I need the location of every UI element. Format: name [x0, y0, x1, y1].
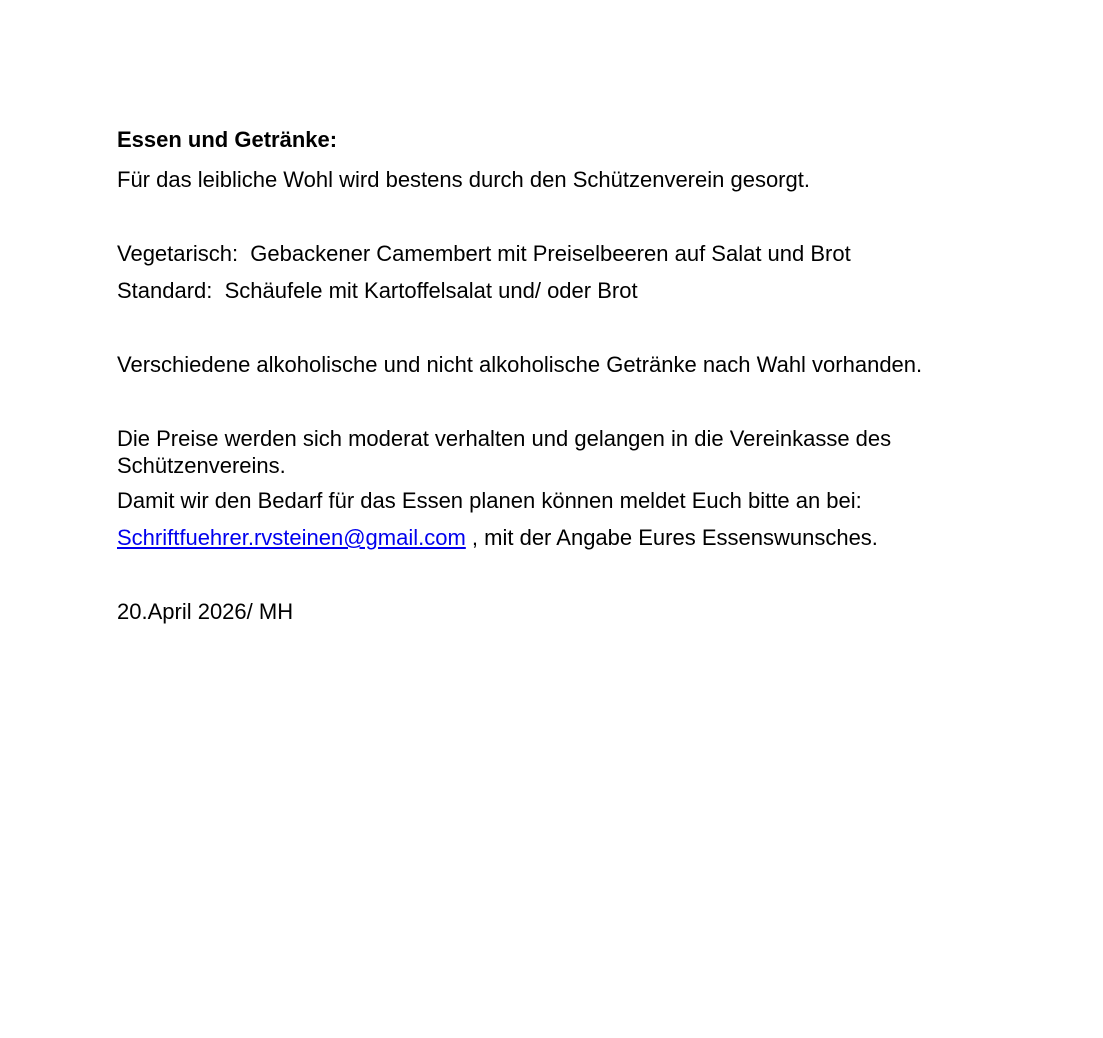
- registration-text: Damit wir den Bedarf für das Essen planen können meldet Euch bitte an bei:: [117, 488, 862, 513]
- email-link[interactable]: Schriftfuehrer.rvsteinen@gmail.com: [117, 525, 466, 550]
- section-heading: Essen und Getränke:: [117, 127, 338, 152]
- email-line: [117, 524, 1017, 552]
- signature: 20.April 2026/ MH: [117, 599, 294, 624]
- prices-text: Die Preise werden sich moderat verhalten und gelangen in die Vereinkasse des Schützenvereins.: [117, 426, 892, 478]
- menu-standard: Standard: Schäufele mit Kartoffelsalat und/ oder Brot: [117, 278, 638, 303]
- email-suffix: , mit der Angabe Eures Essenswunsches.: [465, 525, 878, 550]
- intro-text: Für das leibliche Wohl wird bestens durch den Schützenverein gesorgt.: [117, 167, 810, 192]
- menu-vegetarian: Vegetarisch: Gebackener Camembert mit Preiselbeeren auf Salat und Brot: [117, 241, 851, 266]
- drinks-text: Verschiedene alkoholische und nicht alkoholische Getränke nach Wahl vorhanden.: [117, 352, 923, 377]
- document-page: [117, 126, 1017, 626]
